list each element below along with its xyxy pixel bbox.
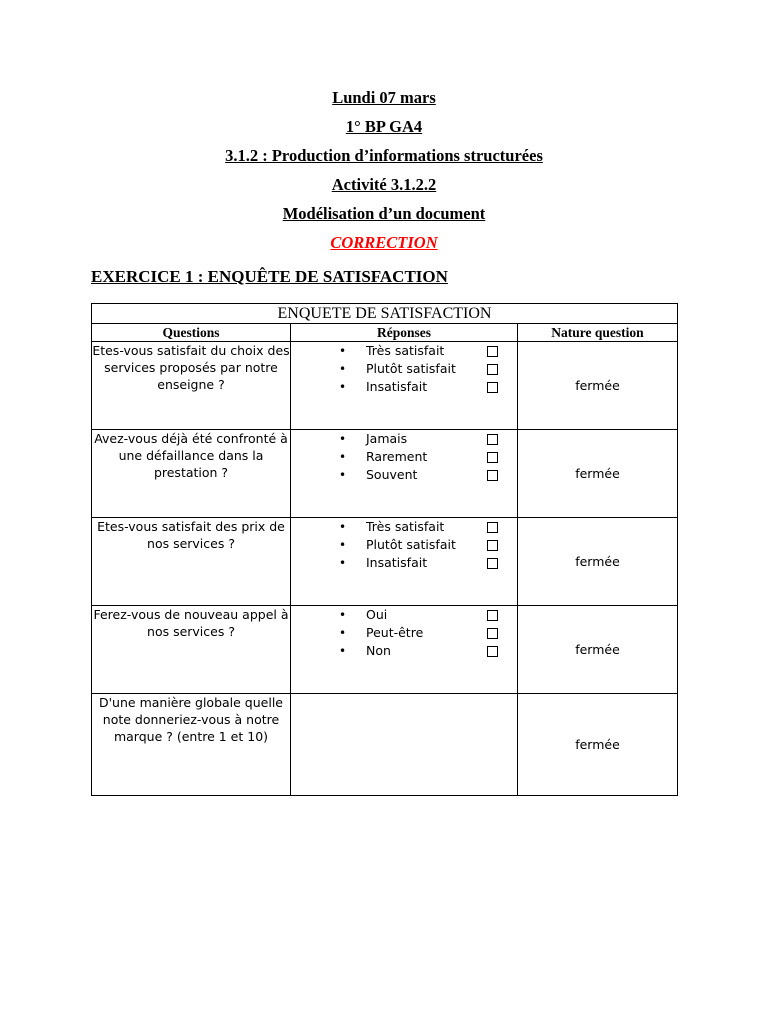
survey-table bbox=[91, 303, 678, 796]
answer-options bbox=[291, 518, 517, 572]
checkbox-icon[interactable] bbox=[487, 628, 498, 639]
bullet-icon: • bbox=[339, 608, 347, 622]
nature-cell: fermée bbox=[518, 606, 678, 694]
answer-options bbox=[291, 430, 517, 484]
table-title: ENQUETE DE SATISFACTION bbox=[92, 304, 678, 324]
answer-cell bbox=[291, 518, 518, 606]
bullet-icon: • bbox=[339, 362, 347, 376]
option-label: Insatisfait bbox=[366, 379, 428, 394]
bullet-icon: • bbox=[339, 450, 347, 464]
option-label: Insatisfait bbox=[366, 555, 428, 570]
option-label: Non bbox=[366, 643, 391, 658]
list-item bbox=[339, 466, 517, 484]
table-row bbox=[92, 430, 678, 518]
option-label: Souvent bbox=[366, 467, 418, 482]
list-item bbox=[339, 554, 517, 572]
checkbox-icon[interactable] bbox=[487, 382, 498, 393]
list-item bbox=[339, 360, 517, 378]
nature-cell: fermée bbox=[518, 694, 678, 796]
nature-cell: fermée bbox=[518, 342, 678, 430]
date-heading: Lundi 07 mars bbox=[332, 88, 436, 107]
answer-cell bbox=[291, 694, 518, 796]
option-label: Très satisfait bbox=[366, 519, 445, 534]
answer-cell bbox=[291, 606, 518, 694]
nature-cell: fermée bbox=[518, 518, 678, 606]
question-cell: Ferez-vous de nouveau appel à nos services ? bbox=[92, 606, 291, 694]
list-item bbox=[339, 378, 517, 396]
module-heading: 3.1.2 : Production d’informations structurées bbox=[225, 146, 543, 165]
option-label: Oui bbox=[366, 607, 388, 622]
checkbox-icon[interactable] bbox=[487, 346, 498, 357]
option-label: Rarement bbox=[366, 449, 428, 464]
table-row bbox=[92, 342, 678, 430]
bullet-icon: • bbox=[339, 344, 347, 358]
option-label: Très satisfait bbox=[366, 343, 445, 358]
question-cell: D'une manière globale quelle note donneriez-vous à notre marque ? (entre 1 et 10) bbox=[92, 694, 291, 796]
bullet-icon: • bbox=[339, 644, 347, 658]
option-label: Plutôt satisfait bbox=[366, 537, 456, 552]
table-row bbox=[92, 694, 678, 796]
bullet-icon: • bbox=[339, 380, 347, 394]
option-label: Plutôt satisfait bbox=[366, 361, 456, 376]
checkbox-icon[interactable] bbox=[487, 558, 498, 569]
question-cell: Avez-vous déjà été confronté à une défaillance dans la prestation ? bbox=[92, 430, 291, 518]
activity-heading: Activité 3.1.2.2 bbox=[331, 175, 437, 194]
question-cell: Etes-vous satisfait des prix de nos services ? bbox=[92, 518, 291, 606]
header-nature: Nature question bbox=[518, 324, 678, 342]
option-label: Peut-être bbox=[366, 625, 424, 640]
correction-heading: CORRECTION bbox=[330, 233, 438, 252]
table-row bbox=[92, 518, 678, 606]
answer-options bbox=[291, 606, 517, 660]
list-item bbox=[339, 342, 517, 360]
answer-options bbox=[291, 342, 517, 396]
answer-cell bbox=[291, 430, 518, 518]
question-cell: Etes-vous satisfait du choix des services proposés par notre enseigne ? bbox=[92, 342, 291, 430]
checkbox-icon[interactable] bbox=[487, 522, 498, 533]
bullet-icon: • bbox=[339, 468, 347, 482]
bullet-icon: • bbox=[339, 556, 347, 570]
option-label: Jamais bbox=[366, 431, 408, 446]
list-item bbox=[339, 642, 517, 660]
checkbox-icon[interactable] bbox=[487, 470, 498, 481]
checkbox-icon[interactable] bbox=[487, 452, 498, 463]
table-row bbox=[92, 606, 678, 694]
header-questions: Questions bbox=[92, 324, 291, 342]
list-item bbox=[339, 606, 517, 624]
header-reponses: Réponses bbox=[291, 324, 518, 342]
bullet-icon: • bbox=[339, 538, 347, 552]
bullet-icon: • bbox=[339, 432, 347, 446]
checkbox-icon[interactable] bbox=[487, 610, 498, 621]
list-item bbox=[339, 430, 517, 448]
class-heading: 1° BP GA4 bbox=[345, 117, 423, 136]
checkbox-icon[interactable] bbox=[487, 364, 498, 375]
list-item bbox=[339, 448, 517, 466]
table-body bbox=[92, 342, 678, 796]
exercise-title: EXERCICE 1 : ENQUÊTE DE SATISFACTION bbox=[91, 267, 448, 286]
checkbox-icon[interactable] bbox=[487, 540, 498, 551]
bullet-icon: • bbox=[339, 626, 347, 640]
bullet-icon: • bbox=[339, 520, 347, 534]
checkbox-icon[interactable] bbox=[487, 646, 498, 657]
list-item bbox=[339, 624, 517, 642]
list-item bbox=[339, 518, 517, 536]
subject-heading: Modélisation d’un document bbox=[282, 204, 486, 223]
checkbox-icon[interactable] bbox=[487, 434, 498, 445]
nature-cell: fermée bbox=[518, 430, 678, 518]
answer-cell bbox=[291, 342, 518, 430]
list-item bbox=[339, 536, 517, 554]
